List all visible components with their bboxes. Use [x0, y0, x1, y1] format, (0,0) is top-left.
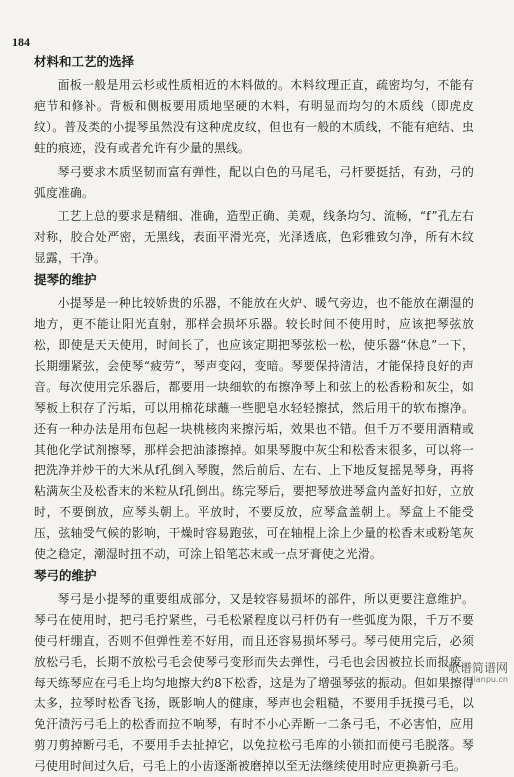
watermark-url: jianpu.cn: [471, 675, 508, 684]
body-paragraph: 琴弓是小提琴的重要组成部分，又是较容易损坏的部件，所以更要注意维护。琴弓在使用时，把弓毛拧紧些，弓毛松紧程度以弓杆仍有一些弧度为限，千万不要使弓杆绷直，否则不但弹性差不好用，而且还容易损坏琴弓。琴弓使用完后，必须放松弓毛，长期不放松弓毛会使琴弓变形而失去弹性，弓毛也会因被拉长而报废。每天练琴应在弓毛上均匀地擦大约8下松香，这是为了增强琴弦的振动。但如果擦得太多，拉琴时松香飞扬，既影响人的健康，琴声也会粗糙，不要用手抚摸弓毛，以免汗渍污弓毛上的松香而拉不响琴，有时不小心弄断一二条弓毛，不必害怕，应用剪刀剪掉断弓毛，不要用手去扯掉它，以免拉松弓毛库的小锁扣而使弓毛脱落。琴弓使用时间过久后，弓毛上的小齿逐渐被磨掉以至无法继续使用时应更换新弓毛。: [34, 591, 474, 774]
body-paragraph: 琴弓要求木质坚韧而富有弹性，配以白色的马尾毛，弓杆要挺括，有劲，弓的弧度准确。: [34, 164, 474, 200]
page-number: 184: [12, 35, 30, 49]
section-materials: [34, 52, 474, 269]
section-heading: 琴弓的维护: [34, 567, 97, 583]
section-heading: 提琴的维护: [34, 272, 97, 288]
watermark-title: 歌谱简谱网: [447, 661, 508, 675]
page-content: [34, 52, 474, 777]
section-bow-care: [34, 566, 474, 777]
site-watermark: [448, 662, 508, 686]
section-heading: 材料和工艺的选择: [34, 54, 135, 69]
section-violin-care: [34, 270, 474, 565]
body-paragraph: 小提琴是一种比较娇贵的乐器，不能放在火炉、暖气旁边，也不能放在潮湿的地方，更不能让阳光直射，那样会损坏乐器。较长时间不使用时，应该把琴弦放松，即使是天天使用，时间长了，也应该定期把琴弦松一松，使乐器“休息”一下，长期绷紧弦，会使琴“疲劳”，琴声变闷，变暗。琴要保持清洁，才能保持良好的声音。每次使用完乐器后，都要用一块细软的布擦净琴上和弦上的松香粉和灰尘，如琴板上积存了污垢，可以用棉花球蘸一些肥皂水轻轻擦拭，然后用干的软布擦净。还有一种办法是用布包起一块桃核肉来擦污垢，效果也不错。但千万不要用酒精或其他化学试剂擦琴，那样会把油漆擦掉。如果琴腹中灰尘和松香末很多，可以将一把洗净并炒干的大米从f孔倒入琴腹，然后前后、左右、上下地反复摇晃琴身，再将粘满灰尘及松香末的米粒从f孔倒出。练完琴后，要把琴放进琴盒内盖好扣好，立放时，不要倒放，应琴头朝上。平放时，不要反放，应琴盒盖朝上。琴盒上不能受压，弦轴受气候的影响，干燥时容易跑弦，可在轴棍上涂上少量的松香末或粉笔灰使之稳定，潮湿时扭不动，可涂上铅笔芯末或一点牙膏使之光滑。: [34, 296, 474, 562]
body-paragraph: 面板一般是用云杉或性质相近的木料做的。木料纹理正直，疏密均匀，不能有疤节和修补。背板和侧板要用质地坚硬的木料，有明显而均匀的木质线（即虎皮纹）。普及类的小提琴虽然没有这种虎皮纹，但也有一般的木质线，不能有疤结、虫蛀的痕迹，没有或者允许有少量的黑线。: [34, 78, 474, 155]
body-paragraph: 工艺上总的要求是精细、准确，造型正确、美观，线条均匀、流畅，“f”孔左右对称，胶合处严密，无黑线，表面平滑光亮，光泽透底，色彩雅致匀净，所有木纹显露，干净。: [34, 209, 474, 266]
